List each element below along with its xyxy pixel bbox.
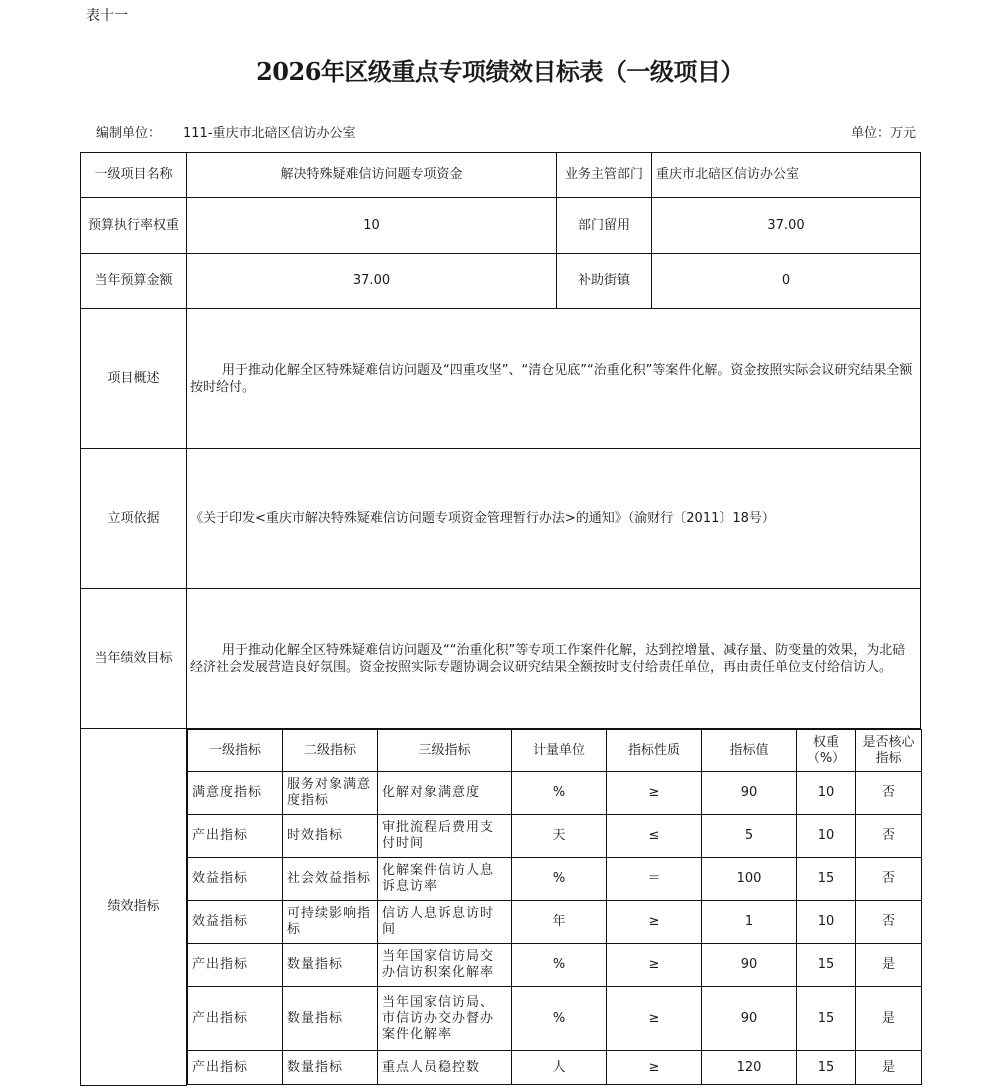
compiling-unit-value: 111-重庆市北碚区信访办公室 xyxy=(183,126,356,141)
metric-level3: 当年国家信访局、市信访办交办督办案件化解率 xyxy=(378,987,512,1051)
metric-weight: 15 xyxy=(797,987,856,1051)
metric-core: 是 xyxy=(856,944,922,987)
compiling-unit xyxy=(96,122,356,141)
metric-weight: 10 xyxy=(797,815,856,858)
metric-weight: 10 xyxy=(797,901,856,944)
dept-label: 业务主管部门 xyxy=(557,153,652,198)
header-unit: 计量单位 xyxy=(512,730,607,772)
metric-row xyxy=(188,901,922,944)
metric-row xyxy=(188,858,922,901)
metric-core: 否 xyxy=(856,815,922,858)
project-name-row xyxy=(81,153,921,198)
header-level3: 三级指标 xyxy=(378,730,512,772)
document-label: 表十一 xyxy=(86,8,128,24)
metric-nature: ≥ xyxy=(607,901,702,944)
metric-unit: % xyxy=(512,858,607,901)
metric-value: 90 xyxy=(702,944,797,987)
metric-value: 90 xyxy=(702,772,797,815)
budget-label: 当年预算金额 xyxy=(81,254,187,309)
project-name-label: 一级项目名称 xyxy=(81,153,187,198)
metric-unit: 年 xyxy=(512,901,607,944)
dept-reserve-label: 部门留用 xyxy=(557,198,652,254)
header-level1: 一级指标 xyxy=(188,730,283,772)
basis-row xyxy=(81,449,921,589)
metric-level1: 满意度指标 xyxy=(188,772,283,815)
metric-level2: 服务对象满意度指标 xyxy=(283,772,378,815)
metric-level1: 效益指标 xyxy=(188,901,283,944)
currency-unit: 单位：万元 xyxy=(850,126,916,141)
exec-weight-value: 10 xyxy=(187,198,557,254)
overview-row xyxy=(81,309,921,449)
metric-weight: 15 xyxy=(797,944,856,987)
metric-level3: 化解对象满意度 xyxy=(378,772,512,815)
metric-value: 1 xyxy=(702,901,797,944)
metric-level3: 信访人息诉息访时间 xyxy=(378,901,512,944)
metric-weight: 15 xyxy=(797,1051,856,1085)
metric-value: 5 xyxy=(702,815,797,858)
metric-level3: 重点人员稳控数 xyxy=(378,1051,512,1085)
metric-level1: 产出指标 xyxy=(188,944,283,987)
metric-level3: 当年国家信访局交办信访积案化解率 xyxy=(378,944,512,987)
metric-level1: 产出指标 xyxy=(188,815,283,858)
exec-weight-label: 预算执行率权重 xyxy=(81,198,187,254)
metric-core: 否 xyxy=(856,772,922,815)
metric-weight: 15 xyxy=(797,858,856,901)
goal-text: 用于推动化解全区特殊疑难信访问题及““治重化积”等专项工作案件化解，达到控增量、减存量、防变量的效果，为北碚经济社会发展营造良好氛围。资金按照实际专题协调会议研究结果全额按时支付给责任单位，再由责任单位支付给信访人。 xyxy=(190,642,906,675)
metric-core: 否 xyxy=(856,901,922,944)
metric-nature: ≥ xyxy=(607,987,702,1051)
metric-weight: 10 xyxy=(797,772,856,815)
metric-unit: % xyxy=(512,987,607,1051)
dept-reserve-value: 37.00 xyxy=(652,198,921,254)
page-title: 2026年区级重点专项绩效目标表（一级项目） xyxy=(256,57,744,86)
metrics-label: 绩效指标 xyxy=(81,729,187,1086)
metric-nature: ≤ xyxy=(607,815,702,858)
metric-core: 是 xyxy=(856,987,922,1051)
goal-row xyxy=(81,589,921,729)
goal-cell xyxy=(187,589,921,729)
metric-level2: 数量指标 xyxy=(283,1051,378,1085)
metric-level1: 效益指标 xyxy=(188,858,283,901)
header-level2: 二级指标 xyxy=(283,730,378,772)
metric-value: 120 xyxy=(702,1051,797,1085)
performance-target-table xyxy=(80,152,921,1086)
budget-value: 37.00 xyxy=(187,254,557,309)
metric-unit: % xyxy=(512,772,607,815)
metric-level2: 可持续影响指标 xyxy=(283,901,378,944)
metric-unit: % xyxy=(512,944,607,987)
metrics-header-row xyxy=(188,730,922,772)
metric-level3: 审批流程后费用支付时间 xyxy=(378,815,512,858)
metric-unit: 天 xyxy=(512,815,607,858)
project-name-value: 解决特殊疑难信访问题专项资金 xyxy=(187,153,557,198)
metric-core: 否 xyxy=(856,858,922,901)
basis-text: 《关于印发<重庆市解决特殊疑难信访问题专项资金管理暂行办法>的通知》（渝财行〔2011〕18号） xyxy=(187,449,921,589)
metric-nature: ≥ xyxy=(607,944,702,987)
basis-label: 立项依据 xyxy=(81,449,187,589)
metric-level2: 时效指标 xyxy=(283,815,378,858)
metric-value: 90 xyxy=(702,987,797,1051)
subsidy-label: 补助街镇 xyxy=(557,254,652,309)
metric-unit: 人 xyxy=(512,1051,607,1085)
metric-nature: ＝ xyxy=(607,858,702,901)
exec-weight-row xyxy=(81,198,921,254)
metric-row xyxy=(188,772,922,815)
header-nature: 指标性质 xyxy=(607,730,702,772)
metrics-table xyxy=(187,729,922,1085)
overview-text: 用于推动化解全区特殊疑难信访问题及“四重攻坚”、“清仓见底”“治重化积”等案件化解。资金按照实际会议研究结果全额按时给付。 xyxy=(190,362,913,395)
metric-core: 是 xyxy=(856,1051,922,1085)
overview-cell xyxy=(187,309,921,449)
metric-level2: 数量指标 xyxy=(283,944,378,987)
header-core: 是否核心指标 xyxy=(856,730,922,772)
metric-level1: 产出指标 xyxy=(188,1051,283,1085)
metric-value: 100 xyxy=(702,858,797,901)
metric-level3: 化解案件信访人息诉息访率 xyxy=(378,858,512,901)
metrics-row xyxy=(81,729,921,1086)
metric-nature: ≥ xyxy=(607,1051,702,1085)
goal-label: 当年绩效目标 xyxy=(81,589,187,729)
metrics-container xyxy=(187,729,921,1086)
metric-level2: 数量指标 xyxy=(283,987,378,1051)
subsidy-value: 0 xyxy=(652,254,921,309)
metric-row xyxy=(188,815,922,858)
budget-row xyxy=(81,254,921,309)
header-value: 指标值 xyxy=(702,730,797,772)
metric-level2: 社会效益指标 xyxy=(283,858,378,901)
metric-row xyxy=(188,944,922,987)
overview-label: 项目概述 xyxy=(81,309,187,449)
compiling-unit-label: 编制单位： xyxy=(96,126,162,141)
header-weight: 权重（%） xyxy=(797,730,856,772)
metric-row xyxy=(188,987,922,1051)
dept-value: 重庆市北碚区信访办公室 xyxy=(652,153,921,198)
metric-row xyxy=(188,1051,922,1085)
metric-level1: 产出指标 xyxy=(188,987,283,1051)
metric-nature: ≥ xyxy=(607,772,702,815)
